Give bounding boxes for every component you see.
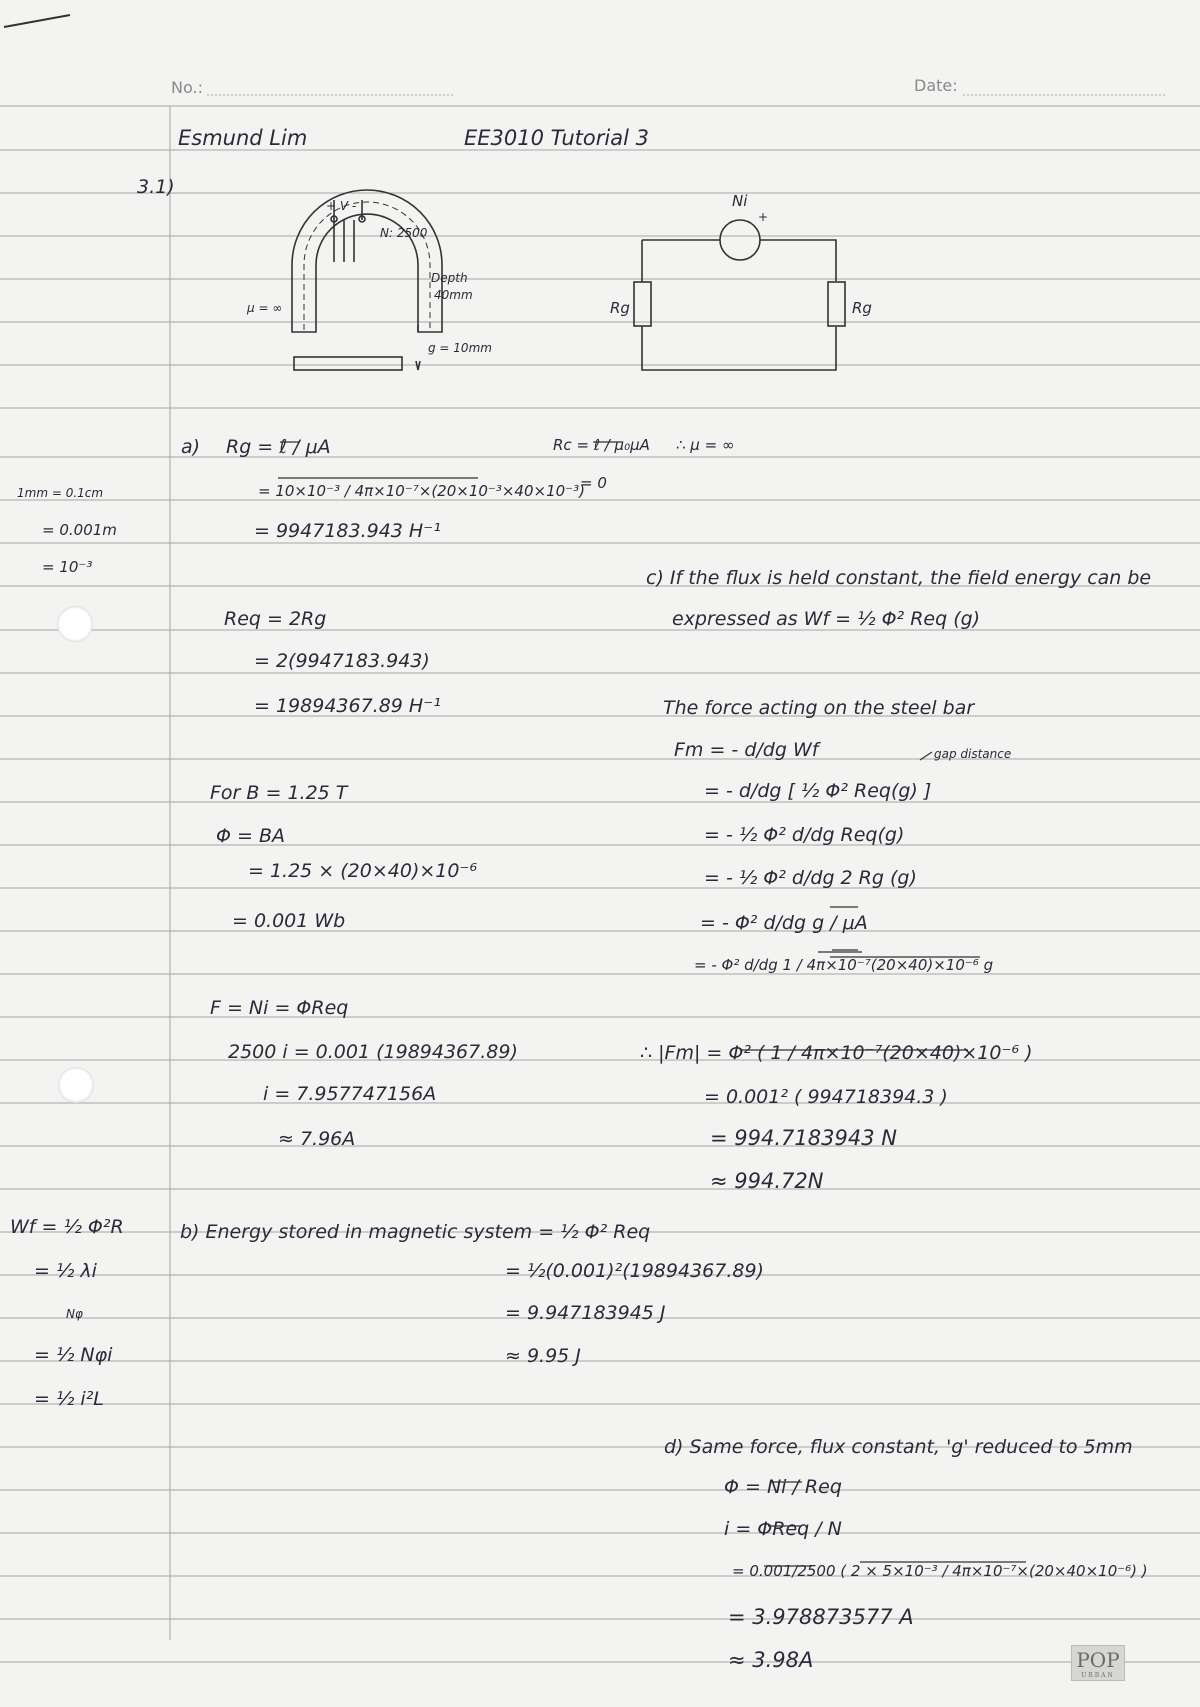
force-value: = 994.7183943 N <box>710 1126 897 1150</box>
course-title: EE3010 Tutorial 3 <box>464 126 649 150</box>
rg-left-label: Rg <box>610 299 630 317</box>
force-step-5: = - Φ² d/dg g / μA <box>700 912 868 934</box>
part-c-intro-1: c) If the flux is held constant, the field energy can be <box>646 567 1152 589</box>
flux-value: = 0.001 Wb <box>232 910 346 932</box>
gap-label: g = 10mm <box>428 341 492 355</box>
depth-label: Depth <box>431 271 468 285</box>
energy-note-2: = ½ λi <box>34 1260 97 1282</box>
flux-ni-req: Φ = Ni / Req <box>724 1476 842 1498</box>
force-step-2: = - d/dg [ ½ Φ² Req(g) ] <box>704 780 932 802</box>
current-rounded-d: ≈ 3.98A <box>728 1648 814 1672</box>
req-formula: Req = 2Rg <box>224 608 327 630</box>
brand-logo-sub: URBAN <box>1081 1672 1115 1679</box>
current-value-d: = 3.978873577 A <box>728 1605 914 1629</box>
flux-formula: Φ = BA <box>216 825 285 847</box>
rg-substitution: = 10×10⁻³ / 4π×10⁻⁷×(20×10⁻³×40×10⁻³) <box>258 482 585 500</box>
part-d-heading: d) Same force, flux constant, 'g' reduced to 5mm <box>664 1436 1133 1458</box>
part-c-intro-2: expressed as Wf = ½ Φ² Req (g) <box>672 608 981 630</box>
energy-value: = 9.947183945 J <box>505 1302 666 1324</box>
energy-note-3: Nφ <box>66 1307 83 1321</box>
energy-substitution: = ½(0.001)²(19894367.89) <box>505 1260 764 1282</box>
rc-formula: Rc = ℓ / μ₀μA <box>553 436 650 454</box>
rg-value: = 9947183.943 H⁻¹ <box>254 520 441 542</box>
brand-logo <box>1071 1645 1125 1681</box>
current-substitution-d: = 0.001/2500 ( 2 × 5×10⁻³ / 4π×10⁻⁷×(20×40×10⁻⁶) ) <box>732 1562 1148 1580</box>
rc-value: = 0 <box>580 474 607 492</box>
no-label: No.: <box>171 78 203 97</box>
depth-value: 40mm <box>434 288 473 302</box>
turns-label: N: 2500 <box>380 226 428 240</box>
gap-distance-note: gap distance <box>934 747 1012 761</box>
energy-note-1: Wf = ½ Φ²R <box>10 1216 124 1238</box>
current-rounded: ≈ 7.96A <box>278 1128 356 1150</box>
mu-infinite-label: μ = ∞ <box>247 301 283 315</box>
equivalent-circuit <box>634 220 845 370</box>
author-name: Esmund Lim <box>178 126 308 150</box>
current-phi-req: i = ΦReq / N <box>724 1518 842 1540</box>
force-step-1: Fm = - d/dg Wf <box>674 739 819 761</box>
mmf-plus-sign: + <box>758 210 769 224</box>
brand-logo-text: POP <box>1076 1648 1120 1672</box>
part-b-heading: b) Energy stored in magnetic system = ½ Φ² Req <box>180 1221 651 1243</box>
flux-given: For B = 1.25 T <box>210 782 348 804</box>
conv-line-1: 1mm = 0.1cm <box>17 486 104 500</box>
conv-line-2: = 0.001m <box>42 521 117 539</box>
date-label: Date: <box>914 76 958 95</box>
mmf-source-label: Ni <box>732 192 748 210</box>
punch-hole-top <box>57 606 93 642</box>
rg-formula: Rg = ℓ / μA <box>226 436 331 458</box>
punch-hole-bottom <box>58 1067 94 1103</box>
force-title: The force acting on the steel bar <box>663 697 975 719</box>
energy-note-4: = ½ Nφi <box>34 1344 113 1366</box>
question-number: 3.1) <box>137 176 175 198</box>
current-value: i = 7.957747156A <box>263 1083 437 1105</box>
voltage-label: + V - <box>326 199 357 213</box>
energy-rounded: ≈ 9.95 J <box>505 1345 581 1367</box>
mmf-equation: F = Ni = ΦReq <box>210 997 349 1019</box>
rg-right-label: Rg <box>852 299 872 317</box>
force-step-4: = - ½ Φ² d/dg 2 Rg (g) <box>704 867 917 889</box>
force-step-3: = - ½ Φ² d/dg Req(g) <box>704 824 905 846</box>
magnetic-core-drawing <box>292 190 442 370</box>
part-a-label: a) <box>181 436 201 458</box>
force-magnitude: ∴ |Fm| = Φ² ( 1 / 4π×10⁻⁷(20×40)×10⁻⁶ ) <box>640 1042 1033 1064</box>
force-substitution: = 0.001² ( 994718394.3 ) <box>704 1086 948 1108</box>
force-rounded: ≈ 994.72N <box>710 1169 824 1193</box>
flux-substitution: = 1.25 × (20×40)×10⁻⁶ <box>248 860 478 882</box>
req-substitution: = 2(9947183.943) <box>254 650 430 672</box>
force-step-6: = - Φ² d/dg 1 / 4π×10⁻⁷(20×40)×10⁻⁶ g <box>694 956 994 974</box>
rc-note: ∴ μ = ∞ <box>676 436 735 454</box>
conv-line-3: = 10⁻³ <box>42 558 93 576</box>
energy-note-5: = ½ i²L <box>34 1388 104 1410</box>
req-value: = 19894367.89 H⁻¹ <box>254 695 441 717</box>
current-equation: 2500 i = 0.001 (19894367.89) <box>228 1041 518 1063</box>
